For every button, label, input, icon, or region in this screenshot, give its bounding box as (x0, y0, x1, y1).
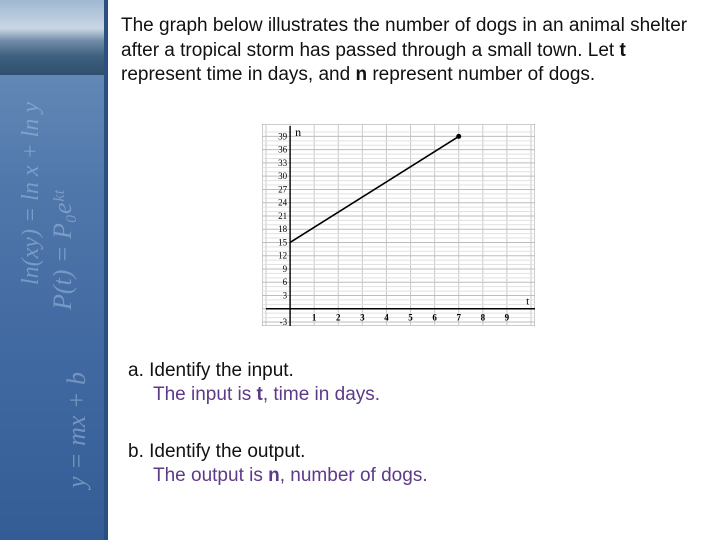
log-formula: ln(xy) = ln x + ln y (18, 102, 44, 285)
chart-container (262, 124, 535, 326)
answer-b-question: b. Identify the output. (128, 441, 306, 462)
y-tick-label: 21 (278, 210, 288, 221)
series-end-point (456, 134, 461, 139)
x-tick-label: 2 (336, 312, 341, 323)
x-tick-label: 1 (311, 312, 317, 323)
question-text: The graph below illustrates the number of dogs in an animal shelter after a tropical storm has passed through a small town. Let t represent time in days, and n represent number of dogs. (121, 15, 688, 85)
y-tick-label: 30 (278, 171, 288, 182)
y-tick-label: 3 (282, 290, 288, 301)
x-tick-label: 8 (480, 312, 486, 323)
answer-b (128, 440, 428, 488)
y-tick-label: 9 (282, 263, 288, 274)
y-axis-label: n (295, 125, 302, 139)
answer-a-question: a. Identify the input. (128, 360, 294, 381)
answer-a-text: The input is t, time in days. (153, 384, 381, 405)
y-tick-label: 18 (278, 224, 288, 235)
sidebar-decoration (0, 0, 108, 540)
x-tick-label: 7 (456, 312, 461, 323)
y-tick-label: 39 (278, 131, 288, 142)
x-tick-label: 4 (384, 312, 389, 323)
y-tick-label: 36 (278, 144, 288, 155)
exponential-formula: P(t) = P₀eᵏᵗ (48, 190, 77, 310)
y-tick-label: -3 (279, 317, 288, 326)
lake-photo (0, 0, 108, 75)
y-tick-label: 12 (278, 250, 288, 261)
y-tick-label: 27 (278, 184, 288, 195)
y-tick-label: 6 (282, 277, 288, 288)
x-axis-label: t (526, 295, 530, 308)
sidebar-edge (104, 0, 108, 540)
answer-a (128, 359, 380, 407)
y-tick-label: 15 (278, 237, 288, 248)
y-tick-label: 24 (278, 197, 288, 208)
dogs-line-chart (262, 124, 535, 326)
x-tick-label: 6 (432, 312, 437, 323)
var-t: t (619, 39, 626, 61)
linear-formula: y = mx + b (62, 372, 91, 488)
y-tick-label: 33 (278, 157, 288, 168)
x-tick-label: 3 (360, 312, 365, 323)
x-tick-label: 5 (408, 312, 413, 323)
var-n: n (355, 64, 368, 85)
x-tick-label: 9 (504, 312, 510, 323)
answer-b-text: The output is n, number of dogs. (153, 465, 428, 486)
